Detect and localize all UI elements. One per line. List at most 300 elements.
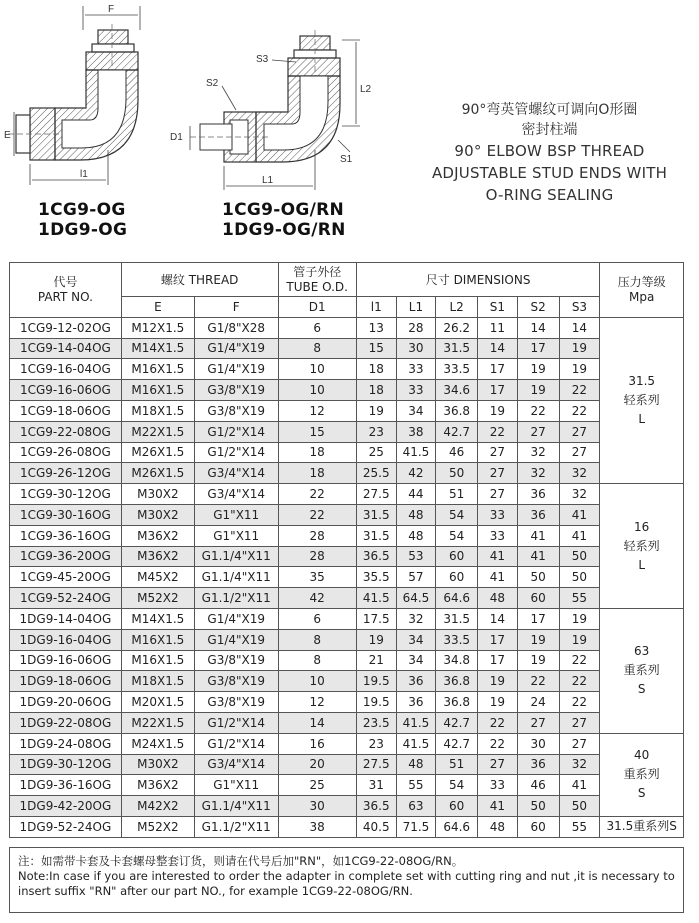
table-cell: M12X1.5 [121, 317, 194, 338]
table-cell: 17 [478, 650, 518, 671]
table-cell: 22 [478, 421, 518, 442]
table-cell: 41 [478, 567, 518, 588]
table-cell: 36.5 [356, 796, 396, 817]
table-cell: M30X2 [121, 484, 194, 505]
table-cell: G1/4"X19 [194, 338, 278, 359]
table-cell: 41 [559, 775, 600, 796]
table-cell: G3/8"X19 [194, 692, 278, 713]
table-cell: 19 [559, 338, 600, 359]
table-cell: 33 [396, 359, 436, 380]
table-cell: M20X1.5 [121, 692, 194, 713]
dim-l1-label: l1 [80, 169, 88, 180]
table-cell: 18 [278, 442, 356, 463]
pressure-class-cell [600, 816, 684, 837]
table-cell: 48 [396, 504, 436, 525]
table-cell: 46 [436, 442, 478, 463]
table-cell: 41 [559, 504, 600, 525]
table-cell: 19 [478, 400, 518, 421]
table-cell: 14 [278, 712, 356, 733]
table-cell: 54 [436, 775, 478, 796]
table-cell: G1.1/2"X11 [194, 588, 278, 609]
table-row [10, 400, 684, 421]
table-cell: 14 [478, 338, 518, 359]
table-cell: 51 [436, 484, 478, 505]
table-cell: 36 [396, 692, 436, 713]
table-row [10, 380, 684, 401]
dim-s3-label: S3 [256, 54, 269, 65]
part-no-cell: 1DG9-16-04OG [10, 629, 122, 650]
table-cell: 34.6 [436, 380, 478, 401]
table-cell: 41.5 [396, 712, 436, 733]
table-cell: 31.5 [356, 525, 396, 546]
table-cell: 16 [278, 733, 356, 754]
table-cell: 10 [278, 380, 356, 401]
table-cell: 36 [517, 504, 559, 525]
title-en-line2: ADJUSTABLE STUD ENDS WITH [431, 164, 668, 182]
dimensions-table [9, 262, 684, 838]
table-cell: G3/8"X19 [194, 671, 278, 692]
fitting-drawing-og-rn [160, 0, 400, 200]
table-cell: 10 [278, 359, 356, 380]
table-cell: 38 [278, 816, 356, 837]
table-cell: 33 [478, 504, 518, 525]
table-row [10, 712, 684, 733]
table-cell: 53 [396, 546, 436, 567]
table-cell: 41 [517, 525, 559, 546]
table-cell: 60 [436, 567, 478, 588]
header-tube-od: 管子外径 TUBE O.D. [278, 263, 356, 297]
table-cell: 23 [356, 421, 396, 442]
pressure-class-line: 轻系列 [623, 538, 660, 553]
header-dimensions: 尺寸 DIMENSIONS [356, 263, 599, 297]
pressure-class-line: 重系列 [623, 663, 660, 678]
pressure-class-line: S [637, 786, 646, 801]
table-cell: 18 [356, 359, 396, 380]
table-cell: 64.6 [436, 816, 478, 837]
part-no-cell: 1CG9-18-06OG [10, 400, 122, 421]
table-cell: 13 [356, 317, 396, 338]
table-cell: 19 [559, 359, 600, 380]
table-cell: 19 [517, 629, 559, 650]
table-row [10, 671, 684, 692]
table-cell: 36 [396, 671, 436, 692]
header-thread: 螺纹 THREAD [121, 263, 278, 297]
table-cell: 22 [559, 650, 600, 671]
table-cell: M14X1.5 [121, 608, 194, 629]
table-cell: 19 [356, 400, 396, 421]
table-cell: 27 [559, 442, 600, 463]
header-s2: S2 [517, 297, 559, 318]
pressure-class-line: 40 [634, 748, 650, 763]
table-cell: M52X2 [121, 816, 194, 837]
table-cell: 10 [278, 671, 356, 692]
table-cell: G3/8"X19 [194, 650, 278, 671]
table-cell: 27 [478, 754, 518, 775]
note-en-line1: Note:In case if you are interested to order the adapter in complete set with cutting ring and nut ,it is necessary to [18, 869, 675, 883]
table-cell: G1/4"X19 [194, 359, 278, 380]
table-cell: 14 [559, 317, 600, 338]
table-cell: M18X1.5 [121, 400, 194, 421]
table-cell: M16X1.5 [121, 380, 194, 401]
table-cell: 17 [478, 359, 518, 380]
table-cell: 42.7 [436, 733, 478, 754]
table-row [10, 442, 684, 463]
table-cell: 27 [559, 733, 600, 754]
table-cell: 22 [278, 484, 356, 505]
table-cell: G3/8"X19 [194, 400, 278, 421]
table-cell: 54 [436, 504, 478, 525]
order-note [9, 847, 684, 913]
table-cell: M22X1.5 [121, 421, 194, 442]
table-cell: 46 [517, 775, 559, 796]
part-no-cell: 1CG9-12-02OG [10, 317, 122, 338]
table-cell: 54 [436, 525, 478, 546]
table-cell: 60 [517, 588, 559, 609]
table-cell: 22 [517, 400, 559, 421]
table-cell: 60 [436, 796, 478, 817]
table-cell: G1/4"X19 [194, 608, 278, 629]
part-no-cell: 1DG9-52-24OG [10, 816, 122, 837]
table-row [10, 359, 684, 380]
table-cell: 33.5 [436, 359, 478, 380]
table-cell: G3/8"X19 [194, 380, 278, 401]
part-no-cell: 1CG9-45-20OG [10, 567, 122, 588]
table-cell: 55 [559, 588, 600, 609]
table-cell: 14 [517, 317, 559, 338]
table-cell: 36.5 [356, 546, 396, 567]
table-row [10, 816, 684, 837]
table-cell: 19 [356, 629, 396, 650]
table-cell: 17 [517, 608, 559, 629]
table-cell: 22 [278, 504, 356, 525]
part-no-cell: 1DG9-14-04OG [10, 608, 122, 629]
table-cell: 30 [517, 733, 559, 754]
table-row [10, 567, 684, 588]
part-no-cell: 1DG9-30-12OG [10, 754, 122, 775]
part-no-cell: 1CG9-16-04OG [10, 359, 122, 380]
header-L1: L1 [396, 297, 436, 318]
table-cell: 36.8 [436, 400, 478, 421]
table-cell: G1.1/4"X11 [194, 546, 278, 567]
table-cell: 36 [517, 754, 559, 775]
title-cn-line1: 90°弯英管螺纹可调向O形圈 [461, 102, 638, 118]
table-cell: 50 [559, 567, 600, 588]
table-cell: 18 [356, 380, 396, 401]
table-cell: 55 [396, 775, 436, 796]
table-cell: 23.5 [356, 712, 396, 733]
table-cell: 30 [396, 338, 436, 359]
table-cell: 27 [478, 484, 518, 505]
table-cell: M22X1.5 [121, 712, 194, 733]
table-cell: 48 [396, 525, 436, 546]
table-cell: 22 [478, 712, 518, 733]
table-cell: G1/2"X14 [194, 442, 278, 463]
table-cell: G1"X11 [194, 525, 278, 546]
table-cell: 31 [356, 775, 396, 796]
table-row [10, 775, 684, 796]
table-cell: M16X1.5 [121, 629, 194, 650]
table-cell: 50 [559, 796, 600, 817]
table-cell: 22 [559, 671, 600, 692]
table-cell: 41.5 [396, 733, 436, 754]
table-cell: 63 [396, 796, 436, 817]
table-cell: 32 [559, 484, 600, 505]
table-cell: 41 [478, 546, 518, 567]
part-label-1cg9-og-rn: 1CG9-OG/RN [222, 200, 345, 220]
table-cell: 42 [396, 463, 436, 484]
table-cell: 27 [559, 421, 600, 442]
part-no-cell: 1DG9-16-06OG [10, 650, 122, 671]
table-row [10, 504, 684, 525]
table-cell: M36X2 [121, 546, 194, 567]
table-cell: 28 [396, 317, 436, 338]
table-cell: 48 [396, 754, 436, 775]
table-cell: 33.5 [436, 629, 478, 650]
table-cell: 30 [278, 796, 356, 817]
dim-e-label: E [4, 130, 11, 141]
table-cell: M18X1.5 [121, 671, 194, 692]
table-cell: 27.5 [356, 484, 396, 505]
table-row [10, 546, 684, 567]
table-cell: 60 [517, 816, 559, 837]
part-no-cell: 1CG9-22-08OG [10, 421, 122, 442]
table-cell: 34 [396, 400, 436, 421]
table-cell: 31.5 [436, 608, 478, 629]
header-s1: S1 [478, 297, 518, 318]
table-cell: M42X2 [121, 796, 194, 817]
table-cell: 23 [356, 733, 396, 754]
table-cell: 33 [478, 525, 518, 546]
table-row [10, 484, 684, 505]
product-title [412, 100, 687, 206]
part-no-cell: 1CG9-36-16OG [10, 525, 122, 546]
pressure-class-cell [600, 317, 684, 483]
table-row [10, 650, 684, 671]
table-cell: M36X2 [121, 775, 194, 796]
part-no-cell: 1CG9-26-08OG [10, 442, 122, 463]
table-cell: G3/4"X14 [194, 484, 278, 505]
header-l1-small: l1 [356, 297, 396, 318]
table-row [10, 421, 684, 442]
pressure-class-cell [600, 733, 684, 816]
table-cell: 17 [478, 380, 518, 401]
title-cn-line2: 密封柱端 [521, 122, 578, 138]
table-cell: M26X1.5 [121, 463, 194, 484]
table-cell: G1.1/4"X11 [194, 796, 278, 817]
table-cell: 31.5 [356, 504, 396, 525]
table-row [10, 588, 684, 609]
header-L2: L2 [436, 297, 478, 318]
table-cell: M45X2 [121, 567, 194, 588]
pressure-class-line: 轻系列 [623, 392, 660, 407]
table-cell: 34 [396, 650, 436, 671]
part-no-cell: 1DG9-22-08OG [10, 712, 122, 733]
table-cell: 22 [559, 692, 600, 713]
part-label-1dg9-og-rn: 1DG9-OG/RN [222, 220, 346, 240]
table-cell: 32 [559, 463, 600, 484]
table-cell: 36.8 [436, 692, 478, 713]
table-cell: 15 [356, 338, 396, 359]
table-cell: 19 [478, 692, 518, 713]
table-cell: 38 [396, 421, 436, 442]
table-cell: 36 [517, 484, 559, 505]
table-row [10, 463, 684, 484]
table-cell: G3/4"X14 [194, 463, 278, 484]
pressure-class-cell [600, 608, 684, 733]
dim-s2-label: S2 [206, 78, 219, 89]
header-f: F [194, 297, 278, 318]
table-cell: 12 [278, 400, 356, 421]
table-row [10, 525, 684, 546]
table-cell: 60 [436, 546, 478, 567]
table-cell: 19 [517, 380, 559, 401]
dim-d1-label: D1 [170, 132, 183, 143]
table-cell: M24X1.5 [121, 733, 194, 754]
table-cell: 11 [478, 317, 518, 338]
table-cell: M52X2 [121, 588, 194, 609]
part-no-cell: 1DG9-20-06OG [10, 692, 122, 713]
table-cell: 33 [478, 775, 518, 796]
table-cell: G1.1/4"X11 [194, 567, 278, 588]
table-cell: 25 [356, 442, 396, 463]
table-cell: 48 [478, 816, 518, 837]
table-cell: 19.5 [356, 692, 396, 713]
table-row [10, 317, 684, 338]
table-cell: 31.5 [436, 338, 478, 359]
part-no-cell: 1DG9-18-06OG [10, 671, 122, 692]
table-cell: 35 [278, 567, 356, 588]
table-cell: 12 [278, 692, 356, 713]
table-cell: 8 [278, 650, 356, 671]
table-cell: 19 [559, 608, 600, 629]
table-cell: 6 [278, 317, 356, 338]
table-cell: 50 [517, 567, 559, 588]
table-row [10, 733, 684, 754]
header-d1: D1 [278, 297, 356, 318]
table-cell: 14 [478, 608, 518, 629]
table-cell: 50 [517, 796, 559, 817]
table-cell: 27 [517, 421, 559, 442]
part-no-cell: 1CG9-26-12OG [10, 463, 122, 484]
part-no-cell: 1DG9-24-08OG [10, 733, 122, 754]
table-cell: 34 [396, 629, 436, 650]
table-row [10, 608, 684, 629]
table-cell: 36.8 [436, 671, 478, 692]
header-s3: S3 [559, 297, 600, 318]
part-no-cell: 1CG9-36-20OG [10, 546, 122, 567]
table-row [10, 629, 684, 650]
table-cell: 32 [559, 754, 600, 775]
table-cell: 42 [278, 588, 356, 609]
table-cell: 32 [517, 463, 559, 484]
table-cell: 18 [278, 463, 356, 484]
pressure-class-line: L [638, 557, 646, 572]
part-no-cell: 1DG9-36-16OG [10, 775, 122, 796]
table-cell: 17 [478, 629, 518, 650]
header-part-no: 代号 PART NO. [10, 263, 122, 318]
table-cell: 28 [278, 546, 356, 567]
table-row [10, 754, 684, 775]
table-cell: 41 [478, 796, 518, 817]
dim-s1-label: S1 [340, 154, 353, 165]
table-cell: 41.5 [396, 442, 436, 463]
table-row [10, 338, 684, 359]
title-en-line1: 90° ELBOW BSP THREAD [454, 142, 645, 160]
table-cell: 50 [559, 546, 600, 567]
table-cell: 42.7 [436, 712, 478, 733]
table-cell: 19 [559, 629, 600, 650]
table-cell: 27 [517, 712, 559, 733]
pressure-class-line: 31.5重系列S [606, 819, 677, 834]
table-cell: 8 [278, 629, 356, 650]
table-cell: M30X2 [121, 504, 194, 525]
table-cell: 44 [396, 484, 436, 505]
table-cell: M16X1.5 [121, 650, 194, 671]
note-cn: 注：如需带卡套及卡套螺母整套订货，则请在代号后加"RN"，如1CG9-22-08OG/RN。 [18, 854, 464, 868]
pressure-class-line: 31.5 [628, 373, 656, 388]
table-cell: G3/4"X14 [194, 754, 278, 775]
part-label-1cg9-og: 1CG9-OG [38, 200, 126, 220]
table-cell: 34.8 [436, 650, 478, 671]
table-cell: 19 [517, 359, 559, 380]
table-cell: 20 [278, 754, 356, 775]
table-cell: 33 [396, 380, 436, 401]
table-cell: 19 [478, 671, 518, 692]
table-cell: M26X1.5 [121, 442, 194, 463]
table-cell: G1"X11 [194, 775, 278, 796]
pressure-class-line: L [638, 411, 646, 426]
table-cell: G1/2"X14 [194, 733, 278, 754]
table-cell: 22 [478, 733, 518, 754]
table-cell: 55 [559, 816, 600, 837]
table-cell: 40.5 [356, 816, 396, 837]
part-no-cell: 1CG9-14-04OG [10, 338, 122, 359]
table-cell: 27.5 [356, 754, 396, 775]
title-en-line3: O-RING SEALING [485, 186, 614, 204]
table-cell: 41 [517, 546, 559, 567]
dim-L1-label: L1 [262, 175, 274, 186]
table-cell: 15 [278, 421, 356, 442]
table-cell: 27 [478, 463, 518, 484]
part-no-cell: 1CG9-30-12OG [10, 484, 122, 505]
pressure-class-line: 63 [634, 644, 650, 659]
table-cell: 28 [278, 525, 356, 546]
table-cell: 41 [559, 525, 600, 546]
table-cell: G1/2"X14 [194, 712, 278, 733]
part-no-cell: 1CG9-30-16OG [10, 504, 122, 525]
table-cell: 21 [356, 650, 396, 671]
part-no-cell: 1CG9-16-06OG [10, 380, 122, 401]
table-cell: M36X2 [121, 525, 194, 546]
table-cell: 64.5 [396, 588, 436, 609]
header-e: E [121, 297, 194, 318]
dim-f-label: F [108, 4, 115, 15]
table-cell: 8 [278, 338, 356, 359]
table-cell: G1/8"X28 [194, 317, 278, 338]
table-cell: 17.5 [356, 608, 396, 629]
table-cell: 71.5 [396, 816, 436, 837]
table-cell: G1"X11 [194, 504, 278, 525]
table-cell: 42.7 [436, 421, 478, 442]
table-row [10, 692, 684, 713]
table-cell: G1/2"X14 [194, 421, 278, 442]
table-cell: M16X1.5 [121, 359, 194, 380]
table-row [10, 796, 684, 817]
table-cell: 57 [396, 567, 436, 588]
table-cell: 19.5 [356, 671, 396, 692]
table-cell: 41.5 [356, 588, 396, 609]
table-cell: M30X2 [121, 754, 194, 775]
